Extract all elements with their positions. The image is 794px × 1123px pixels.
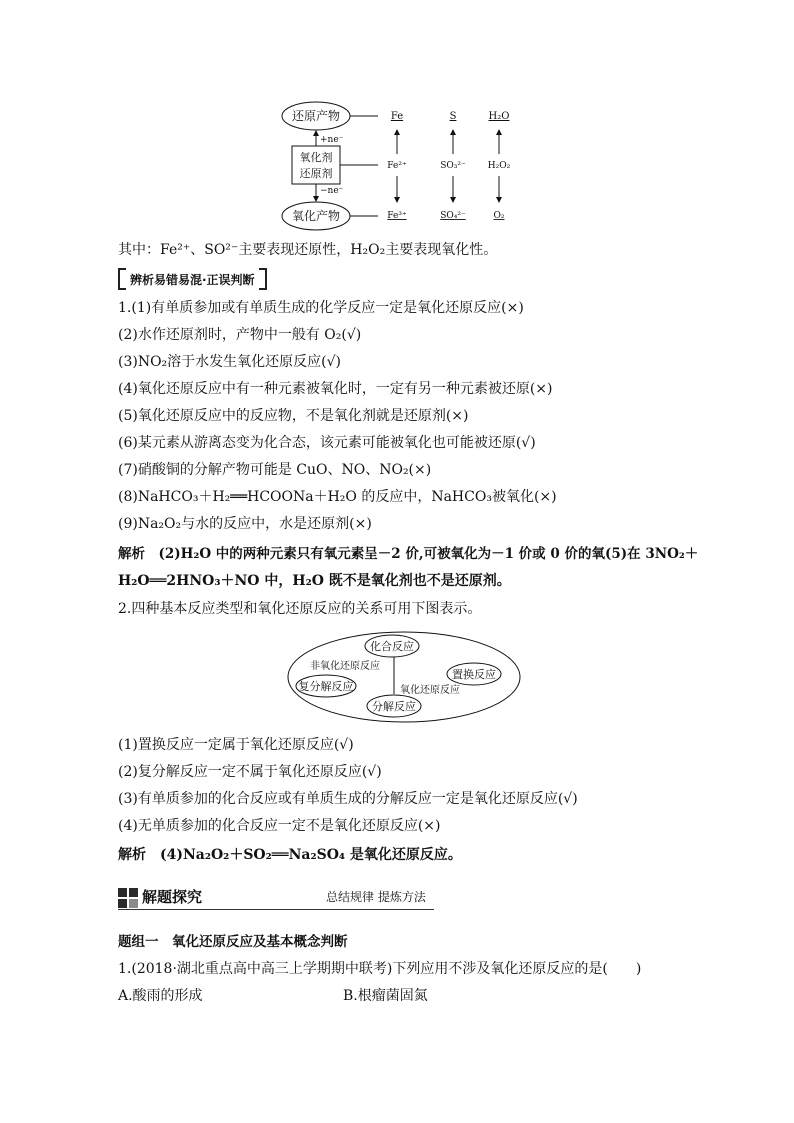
reductant-label: 还原剂 xyxy=(299,167,333,180)
fe-top: Fe xyxy=(390,111,404,122)
section-rule xyxy=(118,909,434,910)
oxidant-label: 氧化剂 xyxy=(299,151,333,164)
reaction-types-diagram xyxy=(286,630,522,724)
s-mid: SO₃²⁻ xyxy=(440,161,466,171)
q1-item-6: (6)某元素从游离态变为化合态，该元素可能被氧化也可能被还原(√) xyxy=(118,435,536,451)
option-b: B.根瘤菌固氮 xyxy=(343,988,428,1004)
q1-item-9: (9)Na₂O₂与水的反应中，水是还原剂(×) xyxy=(118,516,372,532)
section-subtitle: 总结规律 提炼方法 xyxy=(326,890,426,904)
q1-item-5: (5)氧化还原反应中的反应物，不是氧化剂就是还原剂(×) xyxy=(118,408,469,424)
summary-line: 其中：Fe²⁺、SO²⁻主要表现还原性，H₂O₂主要表现氧化性。 xyxy=(118,242,498,258)
section-title: 解题探究 xyxy=(142,888,203,906)
fe-mid: Fe²⁺ xyxy=(387,161,407,171)
q2-item-3: (3)有单质参加的化合反应或有单质生成的分解反应一定是氧化还原反应(√) xyxy=(118,791,578,807)
option-a: A.酸雨的形成 xyxy=(118,988,203,1004)
double-decomposition-label: 复分解反应 xyxy=(298,680,354,693)
banner-bracket-right xyxy=(259,268,267,290)
analysis1-line1: 解析 (2)H₂O 中的两种元素只有氧元素呈－2 价,可被氧化为－1 价或 0 价的氧(5)在 3NO₂＋ xyxy=(118,546,699,562)
fe-bot: Fe³⁺ xyxy=(387,211,407,221)
q1-item-3: (3)NO₂溶于水发生氧化还原反应(√) xyxy=(118,354,342,370)
banner-bracket-left xyxy=(118,268,126,290)
q1-item-8: (8)NaHCO₃＋H₂══HCOONa＋H₂O 的反应中，NaHCO₃被氧化(×) xyxy=(118,489,557,505)
section-squares-icon xyxy=(118,888,138,908)
q2-item-4: (4)无单质参加的化合反应一定不是氧化还原反应(×) xyxy=(118,818,441,834)
combination-reaction-label: 化合反应 xyxy=(370,640,414,653)
oxidized-product-label: 氧化产物 xyxy=(291,209,341,223)
q1-item-7: (7)硝酸铜的分解产物可能是 CuO、NO、NO₂(×) xyxy=(118,462,432,478)
analysis1-line2: H₂O══2HNO₃＋NO 中，H₂O 既不是氧化剂也不是还原剂。 xyxy=(118,573,511,589)
section-header xyxy=(118,884,434,912)
q2-item-2: (2)复分解反应一定不属于氧化还原反应(√) xyxy=(118,764,382,780)
redox-label: 氧化还原反应 xyxy=(400,685,460,696)
banner-judge xyxy=(118,270,267,288)
question-group-title: 题组一 氧化还原反应及基本概念判断 xyxy=(118,934,348,950)
banner-text: 辨析易错易混·正误判断 xyxy=(130,272,255,287)
h-top: H₂O xyxy=(488,111,510,122)
reduced-product-label: 还原产物 xyxy=(291,109,341,123)
h-mid: H₂O₂ xyxy=(487,161,511,171)
displacement-reaction-label: 置换反应 xyxy=(452,668,496,681)
lose-electron-label: −ne⁻ xyxy=(320,186,344,196)
redox-concept-diagram xyxy=(270,96,540,236)
q2-item-1: (1)置换反应一定属于氧化还原反应(√) xyxy=(118,737,354,753)
q1-item-1: 1.(1)有单质参加或有单质生成的化学反应一定是氧化还原反应(×) xyxy=(118,300,524,316)
q1-item-4: (4)氧化还原反应中有一种元素被氧化时，一定有另一种元素被还原(×) xyxy=(118,381,553,397)
gain-electron-label: +ne⁻ xyxy=(320,135,344,145)
question-1: 1.(2018·湖北重点高中高三上学期期中联考)下列应用不涉及氧化还原反应的是( ) xyxy=(118,961,642,977)
s-bot: SO₄²⁻ xyxy=(440,211,466,221)
q1-item-2: (2)水作还原剂时，产物中一般有 O₂(√) xyxy=(118,327,362,343)
non-redox-label: 非氧化还原反应 xyxy=(310,661,380,672)
h-bot: O₂ xyxy=(493,211,505,221)
analysis2: 解析 (4)Na₂O₂＋SO₂══Na₂SO₄ 是氧化还原反应。 xyxy=(118,847,462,863)
q2-title: 2.四种基本反应类型和氧化还原反应的关系可用下图表示。 xyxy=(118,601,482,617)
decomposition-reaction-label: 分解反应 xyxy=(372,700,416,713)
s-top: S xyxy=(449,111,457,122)
